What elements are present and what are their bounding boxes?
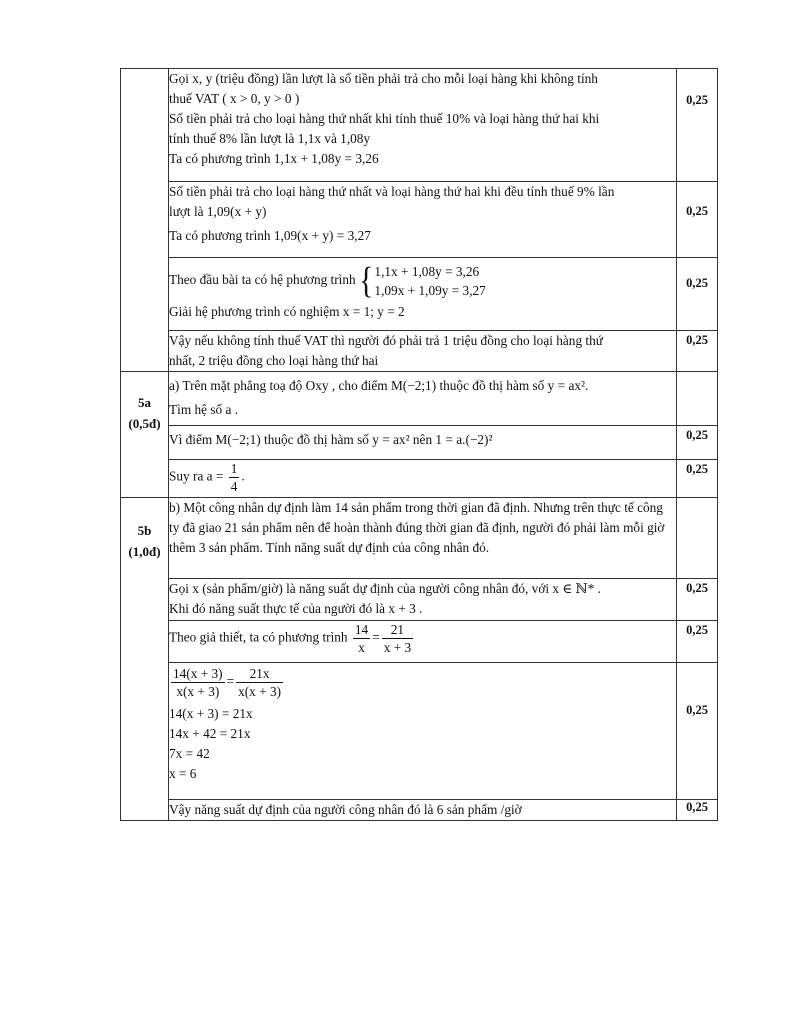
text-line: Giải hệ phương trình có nghiệm x = 1; y = 2 xyxy=(169,304,405,319)
score-value: 0,25 xyxy=(686,800,708,814)
score-value: 0,25 xyxy=(686,204,708,218)
score-value: 0,25 xyxy=(686,462,708,476)
fraction-denominator: x + 3 xyxy=(383,640,412,655)
answer-step xyxy=(169,258,677,331)
text-paragraph: b) Một công nhân dự định làm 14 sản phẩm trong thời gian đã định. Nhưng trên thực tế công ty đã giao 21 sản phẩm nên để hoàn thành đúng thời gian đã định, người đó phải làm mỗi giờ thêm 3 sản phẩm. Tính năng suất dự định của công nhân đó. xyxy=(169,500,665,555)
equation-line: 1,09x + 1,09y = 3,27 xyxy=(374,283,486,298)
equation-system xyxy=(169,259,676,301)
answer-step xyxy=(169,426,677,460)
fraction-numerator: 14(x + 3) xyxy=(173,666,223,681)
text-line: Ta có phương trình 1,09(x + y) = 3,27 xyxy=(169,228,371,243)
fraction-numerator: 21x xyxy=(236,665,283,683)
equals-sign: = xyxy=(226,673,235,689)
score-cell xyxy=(677,331,718,372)
question-points: (0,5đ) xyxy=(128,416,161,431)
answer-step xyxy=(169,182,677,258)
table-row xyxy=(121,663,718,800)
fraction xyxy=(229,460,240,495)
table-row xyxy=(121,426,718,460)
score-value: 0,25 xyxy=(686,581,708,595)
score-cell-empty xyxy=(677,498,718,579)
question-number: 5a xyxy=(138,395,151,410)
question-prompt xyxy=(169,372,677,426)
text-line: Số tiền phải trả cho loại hàng thứ nhất và loại hàng thứ hai khi đều tính thuế 9% lần xyxy=(169,184,615,199)
score-cell xyxy=(677,426,718,460)
score-cell xyxy=(677,460,718,498)
question-cell-empty xyxy=(121,69,169,372)
equation-line: 14x + 42 = 21x xyxy=(169,726,251,741)
equation-line: 7x = 42 xyxy=(169,746,210,761)
table-row xyxy=(121,69,718,182)
text-line: Theo giả thiết, ta có phương trình xyxy=(169,629,348,645)
answer-step xyxy=(169,69,677,182)
score-value: 0,25 xyxy=(686,703,708,717)
text-line: Tìm hệ số a . xyxy=(169,402,239,417)
text-line: Số tiền phải trả cho loại hàng thứ nhất khi tính thuế 10% và loại hàng thứ hai khi xyxy=(169,111,600,126)
score-cell xyxy=(677,800,718,821)
text-line: Vậy năng suất dự định của người công nhân đó là 6 sản phẩm /giờ xyxy=(169,802,522,817)
question-points: (1,0đ) xyxy=(128,544,161,559)
brace-symbol: { xyxy=(359,259,374,301)
table-row xyxy=(121,621,718,663)
answer-step xyxy=(169,460,677,498)
text-line: lượt là 1,09(x + y) xyxy=(169,204,267,219)
answer-conclusion xyxy=(169,800,677,821)
text-line: Khi đó năng suất thực tế của người đó là x + 3 . xyxy=(169,601,423,616)
question-label-cell xyxy=(121,372,169,498)
text-line: Gọi x (sản phẩm/giờ) là năng suất dự định của người công nhân đó, với x ∈ ℕ* . xyxy=(169,581,601,596)
table-row xyxy=(121,258,718,331)
fraction xyxy=(353,621,370,656)
question-label-cell xyxy=(121,498,169,821)
score-cell xyxy=(677,579,718,621)
score-cell xyxy=(677,663,718,800)
fraction xyxy=(236,665,283,700)
score-value: 0,25 xyxy=(686,93,708,107)
grading-table xyxy=(120,68,718,821)
text-line: nhất, 2 triệu đồng cho loại hàng thứ hai xyxy=(169,353,379,368)
fraction-denominator: 4 xyxy=(230,479,238,494)
answer-conclusion xyxy=(169,331,677,372)
text-line: thuế VAT ( x > 0, y > 0 ) xyxy=(169,91,300,106)
score-cell xyxy=(677,621,718,663)
question-number: 5b xyxy=(137,523,152,538)
fraction xyxy=(382,621,413,656)
table-row xyxy=(121,498,718,579)
text-line: a) Trên mặt phẳng toạ độ Oxy , cho điểm M(−2;1) thuộc đồ thị hàm số y = ax². xyxy=(169,378,589,393)
text-line: Suy ra a = xyxy=(169,468,224,484)
text-line: . xyxy=(241,468,245,484)
table-row xyxy=(121,800,718,821)
table-row xyxy=(121,182,718,258)
score-cell xyxy=(677,69,718,182)
answer-step xyxy=(169,579,677,621)
score-value: 0,25 xyxy=(686,333,708,347)
equation-line: x = 6 xyxy=(169,766,197,781)
equation-line: 1,1x + 1,08y = 3,26 xyxy=(374,264,480,279)
table-row xyxy=(121,372,718,426)
fraction-numerator: 21 xyxy=(382,621,413,639)
table-row xyxy=(121,579,718,621)
score-cell xyxy=(677,258,718,331)
fraction-numerator: 1 xyxy=(230,461,238,476)
fraction-denominator: x(x + 3) xyxy=(238,684,282,699)
answer-step xyxy=(169,621,677,663)
score-value: 0,25 xyxy=(686,276,708,290)
table-row xyxy=(121,331,718,372)
fraction-denominator: x(x + 3) xyxy=(176,684,220,699)
question-prompt xyxy=(169,498,677,579)
fraction-denominator: x xyxy=(358,640,365,655)
text-line: Vậy nếu không tính thuế VAT thì người đó phải trả 1 triệu đồng cho loại hàng thứ xyxy=(169,333,603,348)
fraction xyxy=(171,665,225,700)
score-value: 0,25 xyxy=(686,623,708,637)
text-line: tính thuế 8% lần lượt là 1,1x và 1,08y xyxy=(169,131,371,146)
table-row xyxy=(121,460,718,498)
score-cell xyxy=(677,182,718,258)
text-line: Gọi x, y (triệu đồng) lần lượt là số tiền phải trả cho mỗi loại hàng khi không tính xyxy=(169,71,598,86)
text-line: Theo đầu bài ta có hệ phương trình xyxy=(169,272,356,288)
score-value: 0,25 xyxy=(686,428,708,442)
equals-sign: = xyxy=(372,629,380,645)
score-cell-empty xyxy=(677,372,718,426)
fraction-numerator: 14 xyxy=(354,622,369,637)
text-line: Ta có phương trình 1,1x + 1,08y = 3,26 xyxy=(169,151,379,166)
text-line: Vì điểm M(−2;1) thuộc đồ thị hàm số y = ax² nên 1 = a.(−2)² xyxy=(169,432,493,447)
answer-step xyxy=(169,663,677,800)
equation-line: 14(x + 3) = 21x xyxy=(169,706,253,721)
